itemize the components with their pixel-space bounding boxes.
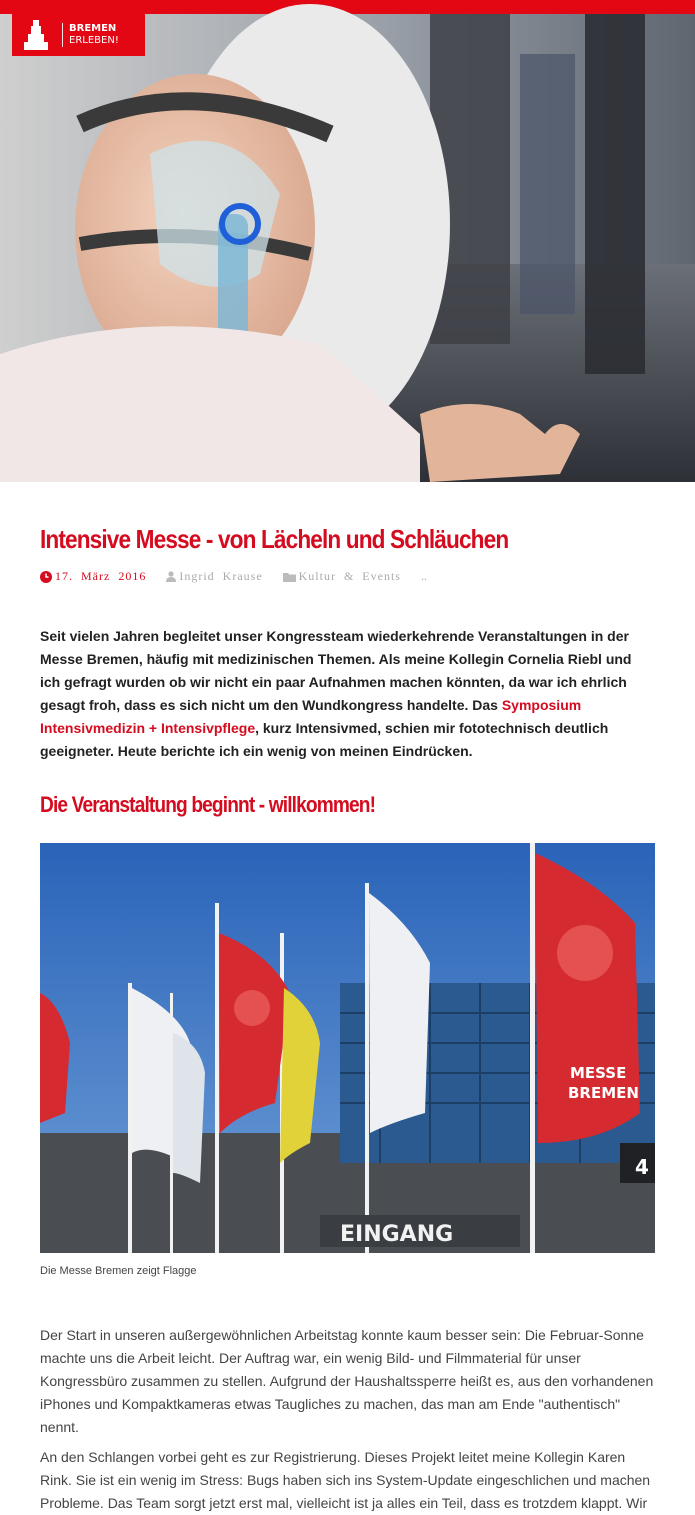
folder-icon — [283, 572, 296, 582]
entrance-sign: EINGANG — [340, 1222, 454, 1247]
meta-author-text: Ingrid Krause — [179, 569, 263, 583]
photo-caption: Die Messe Bremen zeigt Flagge — [40, 1265, 197, 1277]
meta-author[interactable] — [166, 569, 262, 584]
section-heading: Die Veranstaltung beginnt - willkommen! — [40, 792, 376, 817]
clock-icon — [40, 571, 52, 583]
intro-text-after: , kurz Intensivmed, schien mir fototechnisch deutlich geeigneter. Heute berichte ich ein wenig von meinen Eindrücken. — [40, 720, 609, 759]
article-meta — [40, 569, 427, 584]
meta-date — [40, 569, 146, 584]
meta-extra: .. — [420, 569, 427, 583]
meta-category[interactable] — [283, 569, 401, 584]
mascot-icon — [20, 18, 52, 52]
symposium-link[interactable]: Symposium Intensivmedizin + Intensivpflege — [40, 697, 582, 736]
gate-number: 4 — [635, 1155, 649, 1179]
hero-image — [0, 14, 695, 482]
flags-photo — [40, 843, 655, 1253]
flag-label-2: BREMEN — [568, 1084, 639, 1102]
paragraph-2: An den Schlangen vorbei geht es zur Registrierung. Dieses Projekt leitet meine Kollegin Karen Rink. Sie ist ein wenig im Stress: Bugs haben sich ins System-Update eingeschlichen und machen Probleme. Das Team sorgt jetzt erst mal, vielleicht ist ja alles ein Teil, dass es trotzdem klappt. Wir — [40, 1449, 651, 1511]
flag-label: MESSE — [570, 1064, 627, 1082]
logo-line2: ERLEBEN! — [69, 35, 119, 46]
logo-text — [62, 23, 119, 47]
top-brand-bar — [0, 0, 695, 14]
meta-category-text: Kultur & Events — [298, 569, 401, 583]
user-icon — [166, 571, 176, 582]
meta-date-text: 17. März 2016 — [55, 569, 147, 583]
site-logo[interactable] — [12, 14, 145, 56]
article-title: Intensive Messe - von Lächeln und Schläuchen — [40, 524, 509, 554]
intro-text-before: Seit vielen Jahren begleitet unser Kongressteam wiederkehrende Veranstaltungen in der Messe Bremen, häufig mit medizinischen Themen. Als meine Kollegin Cornelia Riebl und ich gefragt wurden ob wir nicht ein paar Aufnahmen machen könnten, da war ich ehrlich gesagt froh, dass es sich nicht um den Wundkongress handelte. Das — [40, 628, 632, 713]
article-intro — [40, 625, 655, 763]
paragraph-1: Der Start in unseren außergewöhnlichen Arbeitstag konnte kaum besser sein: Die Februar-Sonne machte uns die Arbeit leicht. Der Auftrag war, ein wenig Bild- und Filmmaterial für unser Kongressbüro zusammen zu stellen. Aufgrund der Haushaltssperre heißt es, aus den vorhandenen iPhones und Kompaktkameras etwas Taugliches zu machen, das man am Ende "authentisch" nennt. — [40, 1327, 654, 1435]
logo-line1: BREMEN — [69, 23, 117, 34]
